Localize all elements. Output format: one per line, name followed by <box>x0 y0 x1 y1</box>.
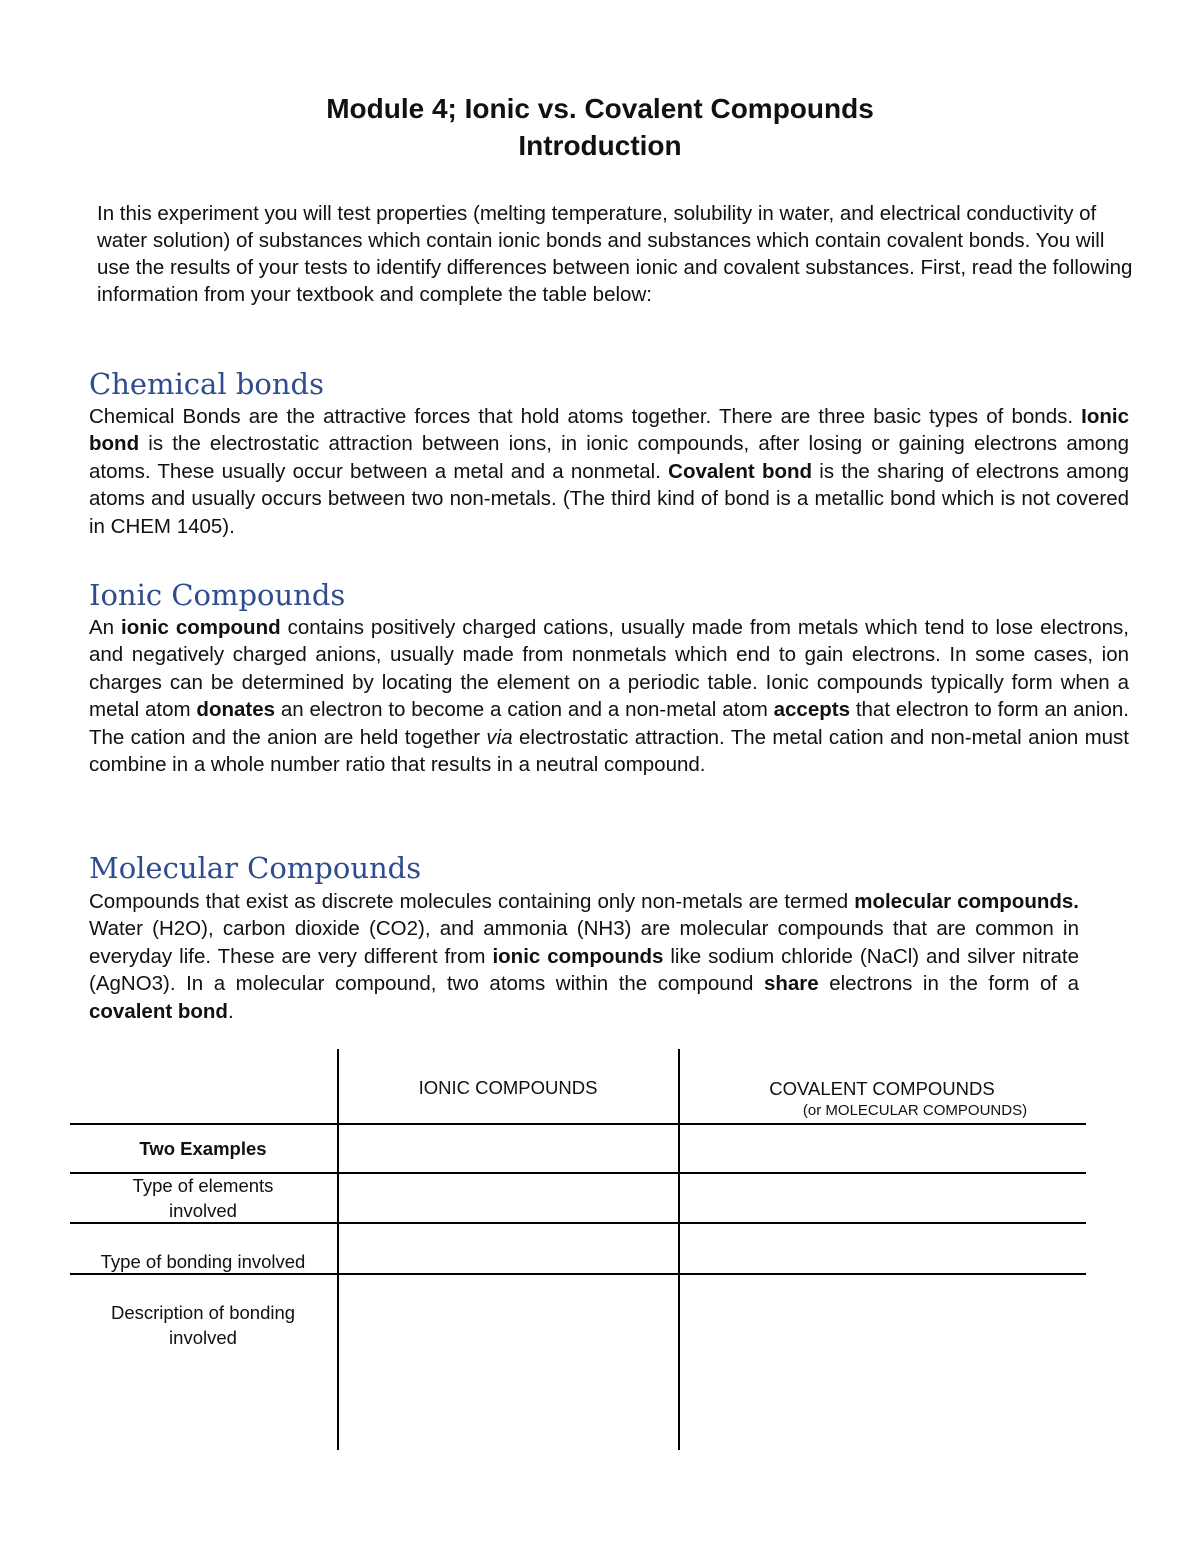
row-label-line: Description of bonding <box>110 1302 296 1323</box>
paragraph-ionic-compounds <box>89 614 1129 778</box>
paragraph-chemical-bonds <box>89 403 1129 540</box>
row-label-line: involved <box>169 1327 237 1348</box>
bold-term-accepts: accepts <box>773 698 850 722</box>
row-label-text: Two Examples <box>139 1138 267 1159</box>
page-subtitle: Introduction <box>518 130 682 161</box>
text-span: Water (H2O), carbon dioxide (CO2), and ammonia (NH3) are molecular compounds that are common in everyday life. These are very different from <box>89 917 1079 968</box>
intro-paragraph: In this experiment you will test properties (melting temperature, solubility in water, and electrical conductivity of water solution) of substances which contain ionic bonds and substances which contain covalent bonds. You will use the results of your tests to identify differences between ionic and covalent substances. First, read the following information from your textbook and complete the table below: <box>97 202 1133 306</box>
text-span: an electron to become a cation and a non-metal atom <box>275 698 774 722</box>
bold-term-covalent-bond: Covalent bond <box>668 459 813 483</box>
italic-term-via: via <box>486 725 513 749</box>
bold-term-donates: donates <box>196 698 276 722</box>
table-header-ionic: IONIC COMPOUNDS <box>418 1077 598 1098</box>
text-span: . <box>227 999 234 1023</box>
table-row-label-bonding-type: Type of bonding involved <box>100 1251 306 1272</box>
table-header-covalent: COVALENT COMPOUNDS <box>769 1078 995 1099</box>
text-span: contains positively charged cations, usually made from metals which tend to lose electrons, and negatively charged anions, usually made from nonmetals which end to gain electrons. In some cases, ion charges can be determined by locating the element on a periodic table. Ionic compounds typically form when a metal atom <box>89 616 1129 722</box>
bold-term-ionic-compound: ionic compound <box>121 616 281 639</box>
table-row-label-elements <box>70 1173 336 1223</box>
text-span: is the electrostatic attraction between ions, in ionic compounds, after losing or gaining electrons among atoms. These usually occur between a metal and a nonmetal. <box>89 432 1129 483</box>
row-label-line: involved <box>169 1200 237 1221</box>
heading-ionic-compounds: Ionic Compounds <box>89 578 346 612</box>
text-span: Chemical Bonds are the attractive forces that hold atoms together. There are three basic types of bonds. <box>89 405 1082 428</box>
text-span: electrostatic attraction. The metal cation and non-metal anion must combine in a whole number ratio that results in a neutral compound. <box>89 725 1130 777</box>
text-span: that electron to form an anion. The cation and the anion are held together <box>89 698 1129 749</box>
text-span: Compounds that exist as discrete molecules containing only non-metals are termed <box>89 890 855 913</box>
table-row-divider <box>70 1123 1086 1125</box>
page-title: Module 4; Ionic vs. Covalent Compounds <box>326 93 874 124</box>
text-span: electrons in the form of a <box>818 972 1079 996</box>
text-span: An <box>89 616 122 639</box>
bold-term-share: share <box>763 972 819 996</box>
heading-chemical-bonds: Chemical bonds <box>89 367 324 401</box>
row-label-line: Type of elements <box>132 1175 274 1196</box>
table-header-covalent-sub: (or MOLECULAR COMPOUNDS) <box>802 1102 1028 1119</box>
text-span: like sodium chloride (NaCl) and silver nitrate (AgNO3). In a molecular compound, two atoms within the compound <box>89 944 1079 996</box>
paragraph-molecular-compounds <box>89 888 1079 1025</box>
bold-term-ionic-compounds: ionic compounds <box>492 944 664 968</box>
table-row-label-examples <box>70 1136 336 1161</box>
bold-term-covalent-bond: covalent bond <box>89 999 228 1023</box>
table-column-divider <box>678 1049 680 1450</box>
bold-term-molecular-compounds: molecular compounds. <box>854 890 1079 913</box>
table-column-divider <box>337 1049 339 1450</box>
table-row-label-bonding-description <box>70 1300 336 1350</box>
text-span: is the sharing of electrons among atoms and usually occurs between two non-metals. (The third kind of bond is a metallic bond which is not covered in CHEM 1405). <box>89 459 1129 538</box>
bold-term-ionic-bond: Ionic bond <box>89 405 1129 456</box>
heading-molecular-compounds: Molecular Compounds <box>89 851 422 885</box>
